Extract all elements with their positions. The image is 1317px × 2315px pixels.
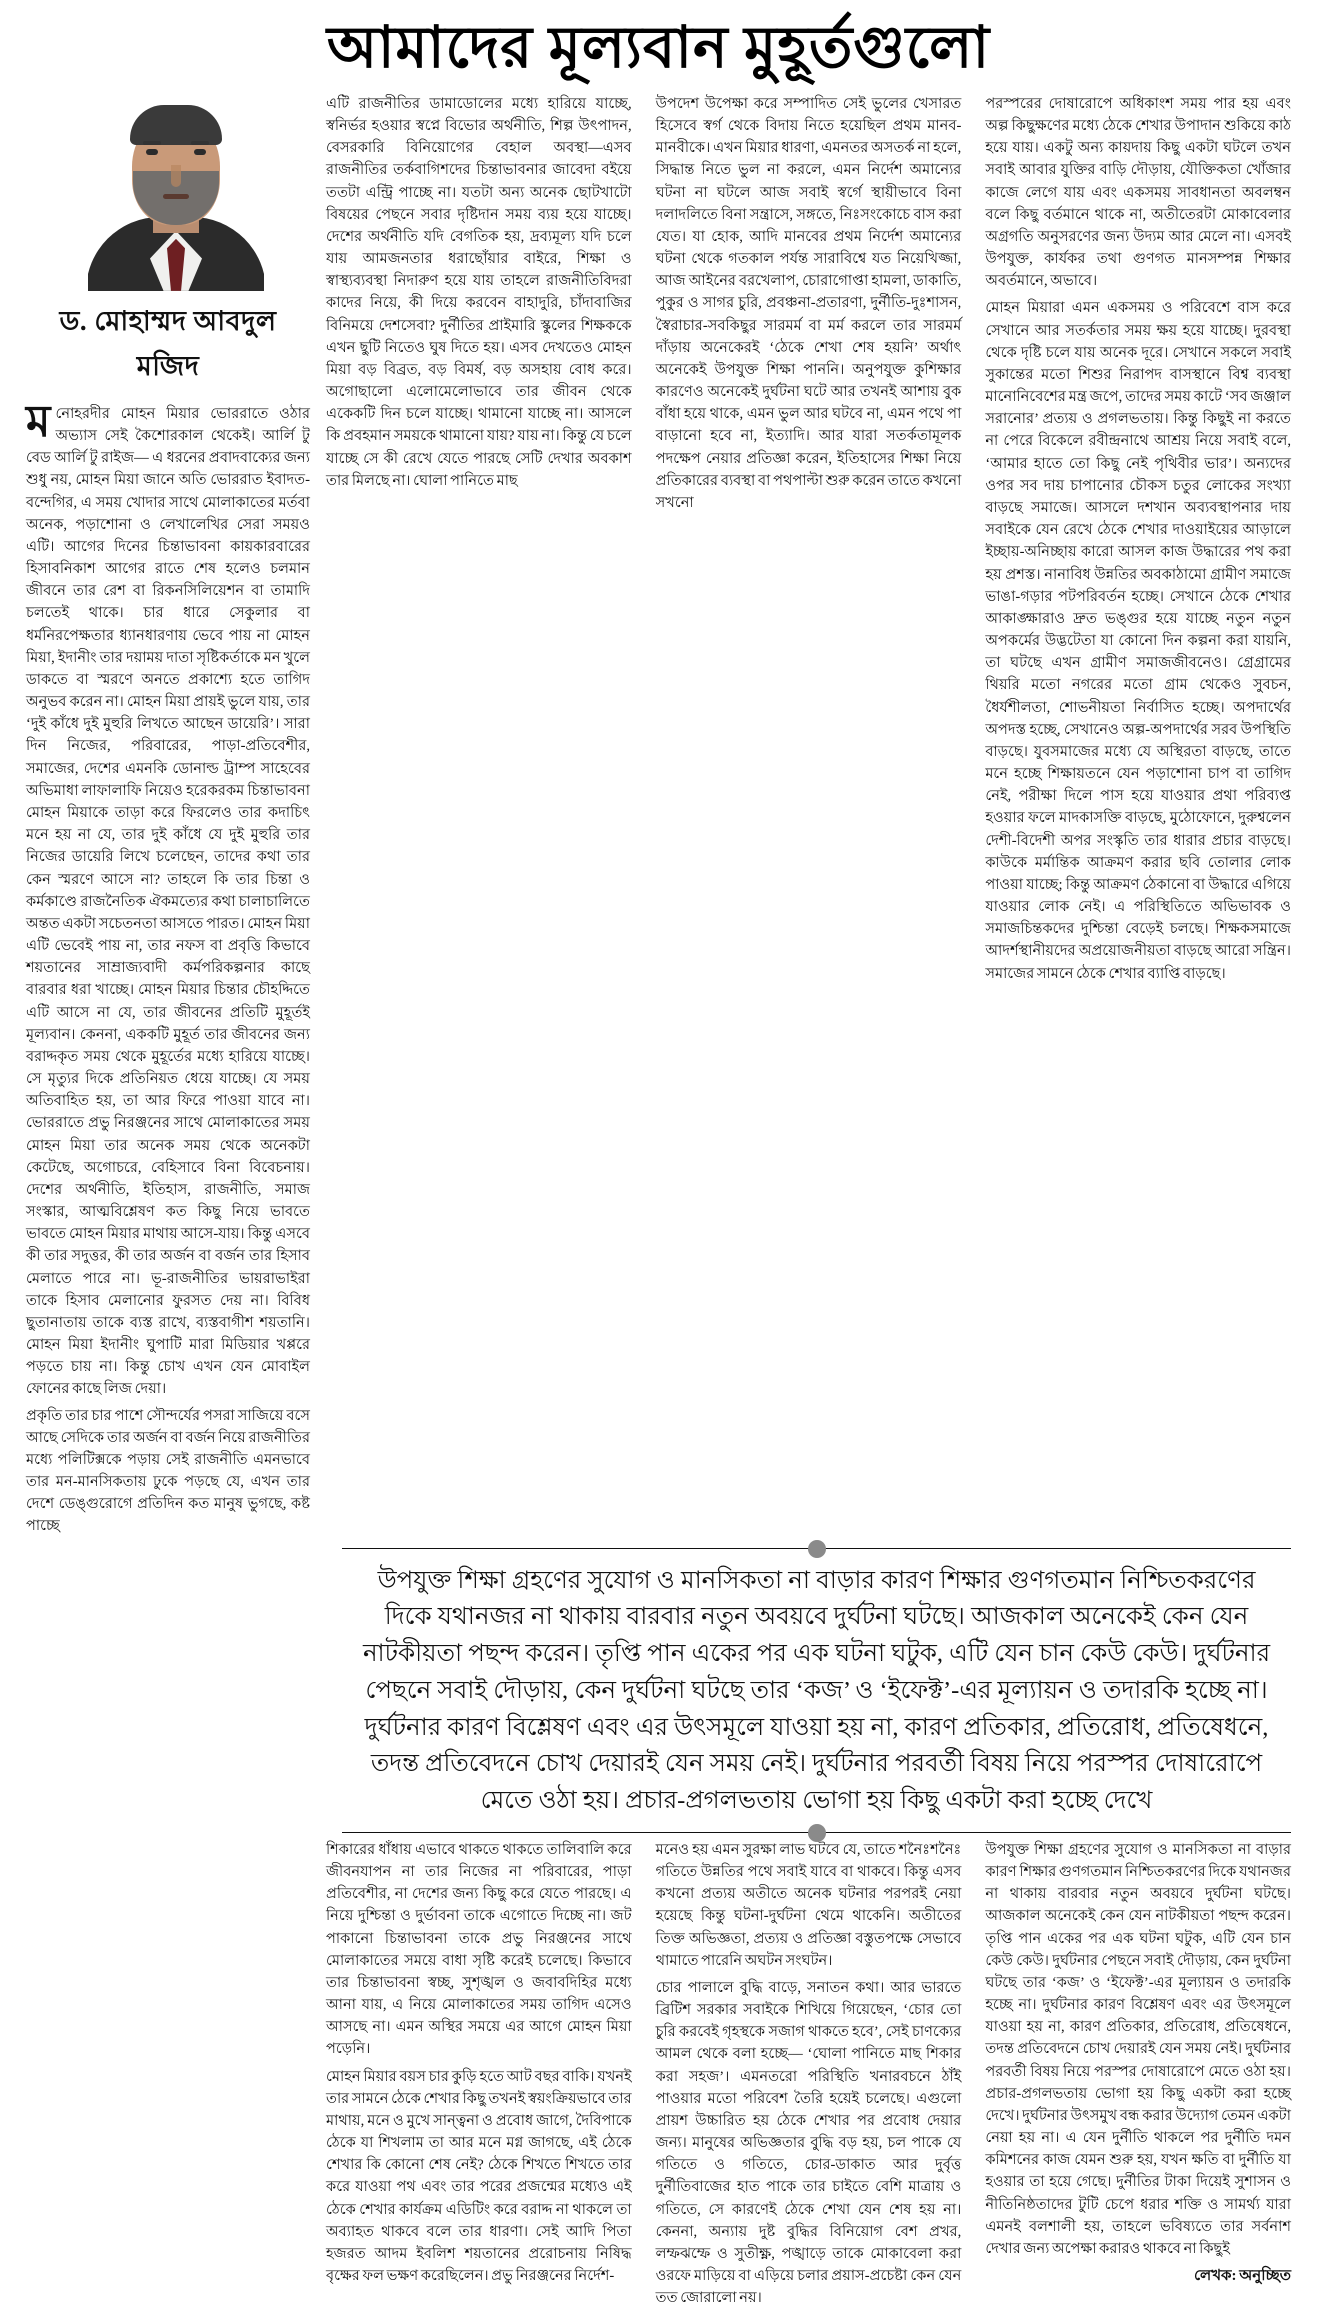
bullet-dot-icon [808, 1824, 826, 1842]
bottom-text-columns [326, 1839, 1291, 2315]
paragraph: শিকারের ধাঁধায় এভাবে থাকতে থাকতে তালিবালি করে জীবনযাপন না তার নিজের না পরিবারের, পাড়া প্রতিবেশীর, না দেশের জন্য কিছু করে যেতে পারছে। এ নিয়ে দুশ্চিন্তা ও দুর্ভাবনা তাকে এগোতে দিচ্ছে না। জট পাকানো চিন্তাভাবনা তাকে প্রভু নিরঞ্জনের সাথে মোলাকাতের সময়ে বাধা সৃষ্টি করেই চলেছে। কিভাবে তার চিন্তাভাবনা স্বচ্ছ, সুশৃঙ্খল ও জবাবদিহির মধ্যে আনা যায়, এ নিয়ে মোলাকাতের সময় তাগিদ এসেও আসছে না। এমন অস্থির সময়ে এর আগে মোহন মিয়া পড়েনি। [326, 1841, 632, 2058]
pullquote-top-rule [342, 1548, 1291, 1549]
column-2 [656, 93, 962, 990]
paragraph [26, 396, 310, 1401]
pullquote-text: উপযুক্ত শিক্ষা গ্রহণের সুযোগ ও মানসিকতা না বাড়ার কারণ শিক্ষার গুণগতমান নিশ্চিতকরণের দিকে যথানজর না থাকায় বারবার নতুন অবয়বে দুর্ঘটনা ঘটছে। আজকাল অনেকেই কেন যেন নাটকীয়তা পছন্দ করেন। তৃপ্তি পান একের পর এক ঘটনা ঘটুক, এটি যেন চান কেউ কেউ। দুর্ঘটনার পেছনে সবাই দৌড়ায়, কেন দুর্ঘটনা ঘটছে তার ‘কজ’ ও ‘ইফেক্ট’-এর মূল্যায়ন ও তদারকি হচ্ছে না। দুর্ঘটনার কারণ বিশ্লেষণ এবং এর উৎসমূলে যাওয়া হয় না, কারণ প্রতিকার, প্রতিরোধ, প্রতিষেধনে, তদন্ত প্রতিবেদনে চোখ দেয়ারই যেন সময় নেই। দুর্ঘটনার পরবর্তী বিষয় নিয়ে পরস্পর দোষারোপে মেতে ওঠা হয়। প্রচার-প্রগলভতায় ভোগা হয় কিছু একটা করা হচ্ছে দেখে [362, 1566, 1271, 1815]
pullquote-bottom-rule [342, 1832, 1291, 1833]
author-column [26, 93, 326, 1542]
bottom-column-2 [656, 1839, 962, 2315]
author-article-body [26, 396, 310, 1538]
paragraph: এটি রাজনীতির ডামাডোলের মধ্যে হারিয়ে যাচ্ছে, স্বনির্ভর হওয়ার স্বপ্নে বিভোর অর্থনীতি, শিল্প উৎপাদন, বেসরকারি বিনিয়োগের বেহাল অবস্থা—এসব রাজনীতির তর্কবাগিশদের চিন্তাভাবনার জাবেদা বইয়ে ততটা এন্ট্রি পাচ্ছে না। যতটা অন্য অনেক ছোটখাটো বিষয়ের পেছনে সবার দৃষ্টিদান সময় ব্যয় হয়ে যাচ্ছে। দেশের অর্থনীতি যদি বেগতিক হয়, দ্রব্যমূল্য যদি চলে যায় আমজনতার ধরাছোঁয়ার বাইরে, শিক্ষা ও স্বাস্থ্যব্যবস্থা নিদারুণ হয়ে যায় তাহলে রাজনীতিবিদরা কাদের নিয়ে, কী দিয়ে করবেন বাহাদুরি, চাঁদাবাজির বিনিময়ে দেশসেবা? দুর্নীতির প্রাইমারি স্কুলের শিক্ষককে এখন ছুটি নিতেও ঘুষ দিতে হয়। এসব দেখতেও মোহন মিয়া বড় বিব্রত, বড় বিমর্ষ, বড় অসহায় বোধ করে। অগোছালো এলোমেলোভাবে তার জীবন থেকে একেকটি দিন চলে যাচ্ছে। থামানো যাচ্ছে না। আসলে কি প্রবহমান সময়কে থামানো যায়? যায় না। কিন্তু যে চলে যাচ্ছে সে কী রেখে যেতে পারছে সেটি দেখার অবকাশ তার মিলছে না। ঘোলা পানিতে মাছ [326, 95, 632, 489]
paragraph: মনেও হয় এমন সুরক্ষা লাভ ঘটবে যে, তাতে শনৈঃশনৈঃ গতিতে উন্নতির পথে সবাই যাবে বা থাকবে। কিন্তু এসব কখনো প্রত্যয় অতীতে অনেক ঘটনার পরপরই নেয়া হয়েছে কিন্তু ঘটনা-দুর্ঘটনা থেমে থাকেনি। অতীতের তিক্ত অভিজ্ঞতা, প্রত্যয় ও প্রতিজ্ঞা বস্তুতপক্ষে সেভাবে থামাতে পারেনি অঘটন সংঘটন। [655, 1841, 962, 1969]
column-1 [326, 93, 632, 990]
top-section [26, 93, 1291, 1542]
bottom-left-spacer [26, 1839, 326, 2315]
paragraph: উপদেশ উপেক্ষা করে সম্পাদিত সেই ভুলের খেসারত হিসেবে স্বর্গ থেকে বিদায় নিতে হয়েছিল প্রথম মানব-মানবীকে। এখন মিয়ার ধারণা, এমনতর অসতর্ক না হলে, সিদ্ধান্ত নিতে ভুল না করলে, এমন নির্দেশ অমান্যের ঘটনা না ঘটলে আজ সবাই স্বর্গে স্থায়ীভাবে বিনা দলাদলিতে বিনা সন্ত্রাসে, সঙ্গতে, নিঃসংকোচে বাস করা যেত। যা হোক, আদি মানবের প্রথম নির্দেশ অমান্যের ঘটনা থেকে গতকাল পর্যন্ত সারাবিশ্বে যত নিয়েখিজ্জা, আজ আইনের বরখেলাপ, চোরাগোপ্তা হামলা, ডাকাতি, পুকুর ও সাগর চুরি, প্রবঞ্চনা-প্রতারণা, দুর্নীতি-দুঃশাসন, স্বৈরাচার-সবকিছুর সারমর্ম বা মর্ম করলে তার সারমর্ম দাঁড়ায় অনেকেরই ‘ঠেকে শেখা শেষ হয়নি’ অর্থাৎ অনেকেই উপযুক্ত শিক্ষা পাননি। অনুপযুক্ত কুশিক্ষার কারণেও অনেকেই দুর্ঘটনা ঘটে আর তখনই আশায় বুক বাঁধা হয়ে থাকে, এমন ভুল আর ঘটবে না, এমন পথে পা বাড়ানো হবে না, ইত্যাদি। আর যারা সতর্কতামূলক পদক্ষেপ নেয়ার প্রতিজ্ঞা করেন, ইতিহাসের শিক্ষা নিয়ে প্রতিকারের ব্যবস্থা বা পথপাল্টা শুরু করেন তাতে কখনো সখনো [655, 95, 962, 511]
bottom-section [26, 1839, 1291, 2315]
top-text-columns [326, 93, 1291, 990]
paragraph: চোর পালালে বুদ্ধি বাড়ে, সনাতন কথা। আর ভারতে ব্রিটিশ সরকার সবাইকে শিখিয়ে গিয়েছেন, ‘চোর তো চুরি করবেই গৃহস্থকে সজাগ থাকতে হবে’, সেই চাণক্যের আমল থেকে বলা হচ্ছে— ‘ঘোলা পানিতে মাছ শিকার করা সহজ’। এমনতরো পরিস্থিতি খনারবচনে ঠাঁই পাওয়ার মতো পরিবেশ তৈরি হয়েই চলেছে। এগুলো প্রায়শ উচ্চারিত হয় ঠেকে শেখার পর প্রবোধ দেয়ার জন্য। মানুষের অভিজ্ঞতার বুদ্ধি বড় হয়, চল পাকে যে গতিতে ও গতিতে, চোর-ডাকাত আর দুর্বৃত্ত দুর্নীতিবাজের হাত পাকে তার চাইতে বেশি মাত্রায় ও গতিতে, সে কারণেই ঠেকে শেখা যেন শেষ হয় না। কেননা, অন্যায় দুষ্ট বুদ্ধির বিনিয়োগ বেশ প্রখর, লম্ফঝম্ফে ও সুতীক্ষ্ণ, পঙ্খাড়ে তাকে মোকাবেলা করা ওরফে মাড়িয়ে বা এড়িয়ে চলার প্রয়াস-প্রচেষ্টা কেন যেন তত জোরালো নয়। [655, 1979, 962, 2307]
column-3 [985, 93, 1291, 990]
bottom-column-3 [985, 1839, 1291, 2315]
paragraph: উপযুক্ত শিক্ষা গ্রহণের সুযোগ ও মানসিকতা না বাড়ার কারণ শিক্ষার গুণগতমান নিশ্চিতকরণের দিকে যথানজর না থাকায় বারবার নতুন অবয়বে দুর্ঘটনা ঘটছে। আজকাল অনেকেই কেন যেন নাটকীয়তা পছন্দ করেন। তৃপ্তি পান একের পর এক ঘটনা ঘটুক, এটি যেন চান কেউ কেউ। দুর্ঘটনার পেছনে সবাই দৌড়ায়, কেন দুর্ঘটনা ঘটছে তার ‘কজ’ ও ‘ইফেক্ট’-এর মূল্যায়ন ও তদারকি হচ্ছে না। দুর্ঘটনার কারণ বিশ্লেষণ এবং এর উৎসমূলে যাওয়া হয় না, কারণ প্রতিকার, প্রতিরোধ, প্রতিষেধনে, তদন্ত প্রতিবেদনে চোখ দেয়ারই যেন সময় নেই। দুর্ঘটনার পরবর্তী বিষয় নিয়ে পরস্পর দোষারোপে মেতে ওঠা হয়। প্রচার-প্রগলভতায় ভোগা হয় কিছু একটা করা হচ্ছে দেখে। দুর্ঘটনার উৎসমুখ বন্ধ করার উদ্যোগ তেমন একটা নেয়া হয় না। এ যেন দুর্নীতি থাকলে পর দুর্নীতি দমন কমিশনের কাজ যেমন শুরু হয়, যখন ক্ষতি বা দুর্নীতি যা হওয়ার তা হয়ে গেছে। দুর্নীতির টাকা দিয়েই সুশাসন ও নীতিনিষ্ঠতাদের টুটি চেপে ধরার শক্তি ও সামর্থ্য যারা এমনই বলশালী হয়, তাহলে ভবিষ্যতে তার সর্বনাশ দেখার জন্য অপেক্ষা করারও থাকবে না কিছুই [985, 1841, 1291, 2257]
author-name: ড. মোহাম্মদ আবদুল মজিদ [59, 305, 277, 381]
bullet-dot-icon [808, 1540, 826, 1558]
pullquote-band [342, 1548, 1291, 1833]
dropcap: ম [26, 396, 51, 446]
bottom-column-1 [326, 1839, 632, 2315]
author-portrait-wrap [26, 93, 326, 291]
paragraph-text: নোহরদীর মোহন মিয়ার ভোররাতে ওঠার অভ্যাস সেই কৈশোরকাল থেকেই। আর্লি টু বেড আর্লি টু রাইজ— এ ধরনের প্রবাদবাক্যের জন্য শুধু নয়, মোহন মিয়া জানে অতি ভোররাত ইবাদত-বন্দেগির, এ সময় খোদার সাথে মোলাকাতের মর্তবা অনেক, পড়াশোনা ও লেখালেখির সেরা সময়ও এটি। আগের দিনের চিন্তাভাবনা কায়কারবারের হিসাবনিকাশ আগের রাতে শেষ হলেও চলমান জীবনে তার রেশ বা রিকনসিলিয়েশন বা তামাদি চলতেই থাকে। চার ধারে সেকুলার বা ধর্মনিরপেক্ষতার ধ্যানধারণায় ভেবে পায় না মোহন মিয়া, ইদানীং তার দয়াময় দাতা সৃষ্টিকর্তাকে মন খুলে ডাকতে বা স্মরণে অনতে প্রকাশ্যে হতে তাগিদ অনুভব করেন না। মোহন মিয়া প্রায়ই ভুলে যায়, তার ‘দুই কাঁধে দুই মুহুরি লিখতে আছেন ডায়েরি’। সারা দিন নিজের, পরিবারের, পাড়া-প্রতিবেশীর, সমাজের, দেশের এমনকি ডোনাল্ড ট্রাম্প সাহেবের অভিমাধা লাফালাফি নিয়েও হরেকরকম চিন্তাভাবনা মোহন মিয়াকে তাড়া করে ফিরলেও তার কদাচিৎ মনে হয় না যে, তার দুই কাঁধে যে দুই মুহুরি তার নিজের ডায়েরি লিখে চলেছেন, তাদের কথা তার কেন স্মরণে আসে না? তাহলে কি তার চিন্তা ও কর্মকাণ্ডে রাজনৈতিক ঐকমত্যের কথা চালাচালিতে অন্তত একটা সচেতনতা আসতে পারত। মোহন মিয়া এটি ভেবেই পায় না, তার নফস বা প্রবৃত্তি কিভাবে শয়তানের সাম্রাজ্যবাদী কর্মপরিকল্পনার কাছে বারবার ধরা খাচ্ছে। মোহন মিয়ার চিন্তার চৌহদ্দিতে এটি আসে না যে, তার জীবনের প্রতিটি মুহূর্তই মূল্যবান। কেননা, এককটি মুহূর্ত তার জীবনের জন্য বরাদ্দকৃত সময় থেকে মুহূর্তের মধ্যে হারিয়ে যাচ্ছে। সে মৃত্যুর দিকে প্রতিনিয়ত ধেয়ে যাচ্ছে। যে সময় অতিবাহিত হয়, তা আর ফিরে পাওয়া যাবে না। ভোররাতে প্রভু নিরঞ্জনের সাথে মোলাকাতের সময় মোহন মিয়া তার অনেক সময় থেকে অনেকটা কেটেছে, অগোচরে, বেহিসাবে বিনা বিবেচনায়। দেশের অর্থনীতি, ইতিহাস, রাজনীতি, সমাজ সংস্কার, আত্মবিশ্লেষণ কত কিছু নিয়ে ভাবতে ভাবতে মোহন মিয়ার মাথায় আসে-যায়। কিন্তু এসবে কী তার সদুত্তর, কী তার অর্জন বা বর্জন তার হিসাব মেলাতে পারে না। ভূ-রাজনীতির ভায়রাভাইরা তাকে হিসাব মেলানোর ফুরসত দেয় না। বিবিধ ছুতানাতায় তাকে ব্যস্ত রাখে, ব্যস্তবাগীশ শয়তানি। মোহন মিয়া ইদানীং ঘুপাটি মারা মিডিয়ার খপ্পরে পড়তে চায় না। কিন্তু চোখ এখন যেন মোবাইল ফোনের কাছে লিজ দেয়া। [26, 405, 310, 1398]
page-title: আমাদের মূল্যবান মুহূর্তগুলো [326, 15, 991, 80]
author-portrait [88, 99, 264, 291]
byline [985, 2265, 1291, 2288]
paragraph: প্রকৃতি তার চার পাশে সৌন্দর্যের পসরা সাজিয়ে বসে আছে সেদিকে তার অর্জন বা বর্জন নিয়ে রাজনীতির মধ্যে পলিটিক্সকে পড়ায় সেই রাজনীতি এমনভাবে তার মন-মানসিকতায় ঢুকে পড়ছে যে, এখন তার দেশে ডেঙ্গুরোগে প্রতিদিন কত মানুষ ভুগছে, কষ্ট পাচ্ছে [26, 1407, 310, 1535]
byline-text: লেখক: অনুচ্ছিত [1193, 2268, 1291, 2285]
paragraph: পরস্পরের দোষারোপে অধিকাংশ সময় পার হয় এবং অল্প কিছুক্ষণের মধ্যে ঠেকে শেখার উপাদান শুকিয়ে কাঠ হয়ে যায়। একটু অন্য কায়দায় কিছু একটা ঘটলে তখন সবাই আবার যুক্তির বাড়ি দৌড়ায়, যৌক্তিকতা খোঁজার কাজে লেগে যায় এবং একসময় সাবধানতা অবলম্বন বলে কিছু বর্তমানে থাকে না, অতীতেরটা মোকাবেলার অগ্রগতি অনুসরণের জন্য উদ্যম আর মেলে না। এসবই উপযুক্ত, কার্যকর তথা গুণগত মানসম্পন্ন শিক্ষার অবর্তমানে, অভাবে। [985, 95, 1291, 290]
paragraph: মোহন মিয়ার বয়স চার কুড়ি হতে আট বছর বাকি। যখনই তার সামনে ঠেকে শেখার কিছু তখনই স্বয়ংক্রিয়ভাবে তার মাথায়, মনে ও মুখে সান্ত্বনা ও প্রবোধ জাগে, দৈবিপাকে ঠেকে যা শিখলাম তা আর মনে মগ্ন জাগছে, এই ঠেকে শেখার কি কোনো শেষ নেই? ঠেকে শিখতে শিখতে তার করে যাওয়া পথ এবং তার পরের প্রজন্মের মধ্যেও এই ঠেকে শেখার কার্যক্রম এডিটিং করে বরাদ্দ না থাকলে তা অব্যাহত থাকবে বলে তার ধারণা। সেই আদি পিতা হজরত আদম ইবলিশ শয়তানের প্ররোচনায় নিষিদ্ধ বৃক্ষের ফল ভক্ষণ করেছিলেন। প্রভু নিরঞ্জনের নির্দেশ- [326, 2068, 632, 2285]
paragraph: মোহন মিয়ারা এমন একসময় ও পরিবেশে বাস করে সেখানে আর সতর্কতার সময় ক্ষয় হয়ে যাচ্ছে। দুরবস্থা থেকে দৃষ্টি চলে যায় অনেক দূরে। সেখানে সকলে সবাই সুকান্তের মতো শিশুর নিরাপদ বাসস্থানে বিশ্ব ব্যবস্থা মানোনিবেশের মন্ত্র জপে, তাদের সময় কাটে ‘সব জঞ্জাল সরানোর’ প্রত্যয় ও প্রগলভতায়। কিন্তু কিছুই না করতে না পেরে বিকেলে রবীন্দ্রনাথে আশ্রয় নিয়ে সবাই বলে, ‘আমার হাতে তো কিছু নেই পৃথিবীর ভার’। অন্যদের ওপর সব দায় চাপানোর চৌকস চতুর লোকের সংখ্যা বাড়ছে সমাজে। আসলে দশখান অব্যবস্থাপনার দায় সবাইকে যেন রেখে ঠেকে শেখার দাওয়াইয়ের আড়ালে ইচ্ছায়-অনিচ্ছায় কারো আসল কাজ উদ্ধারের পথ করা হয় প্রশস্ত। নানাবিধ উন্নতির অবকাঠামো গ্রামীণ সমাজে ভাঙা-গড়ার পটপরিবর্তন হচ্ছে। সেখানে ঠেকে শেখার আকাঙ্ক্ষারাও দ্রুত ভঙ্গুর হয়ে যাচ্ছে নতুন নতুন অপকর্মের উদ্ভটেতা যা কোনো দিন কল্পনা করা যায়নি, তা ঘটছে এখন গ্রামীণ সমাজজীবনেও। গ্রেগ্রামের থিয়রি মতো নগরের মতো গ্রাম থেকেও সুবচন, ধৈর্যশীলতা, শোভনীয়তা নির্বাসিত হচ্ছে। অপদার্থের অপদস্ত হচ্ছে, সেখানেও অল্প-অপদার্থের সরব উপস্থিতি বাড়ছে। যুবসমাজের মধ্যে যে অস্থিরতা বাড়ছে, তাতে মনে হচ্ছে শিক্ষায়তনে যেন পড়াশোনা চাপ বা তাগিদ নেই, পরীক্ষা দিলে পাস হয়ে যাওয়ার প্রথা পরিব্যপ্ত হওয়ার ফলে মাদকাসক্তি বাড়ছে, মুঠোফোনে, দুরুশ্বলেন দেশী-বিদেশী অপর সংস্কৃতি তার ধারার প্রচার বাড়ছে। কাউকে মর্মান্তিক আক্রমণ করার ছবি তোলার লোক পাওয়া যাচ্ছে; কিন্তু আক্রমণ ঠেকানো বা উদ্ধারে এগিয়ে যাওয়ার লোক নেই। এ পরিস্থিতিতে অভিভাবক ও সমাজচিন্তকদের দুশ্চিন্তা বেড়েই চলছে। শিক্ষকসমাজে আদর্শস্থানীয়দের অপ্রয়োজনীয়তা বাড়ছে আরো সন্ত্রিন। সমাজের সামনে ঠেকে শেখার ব্যাপ্তি বাড়ছে। [985, 300, 1291, 982]
